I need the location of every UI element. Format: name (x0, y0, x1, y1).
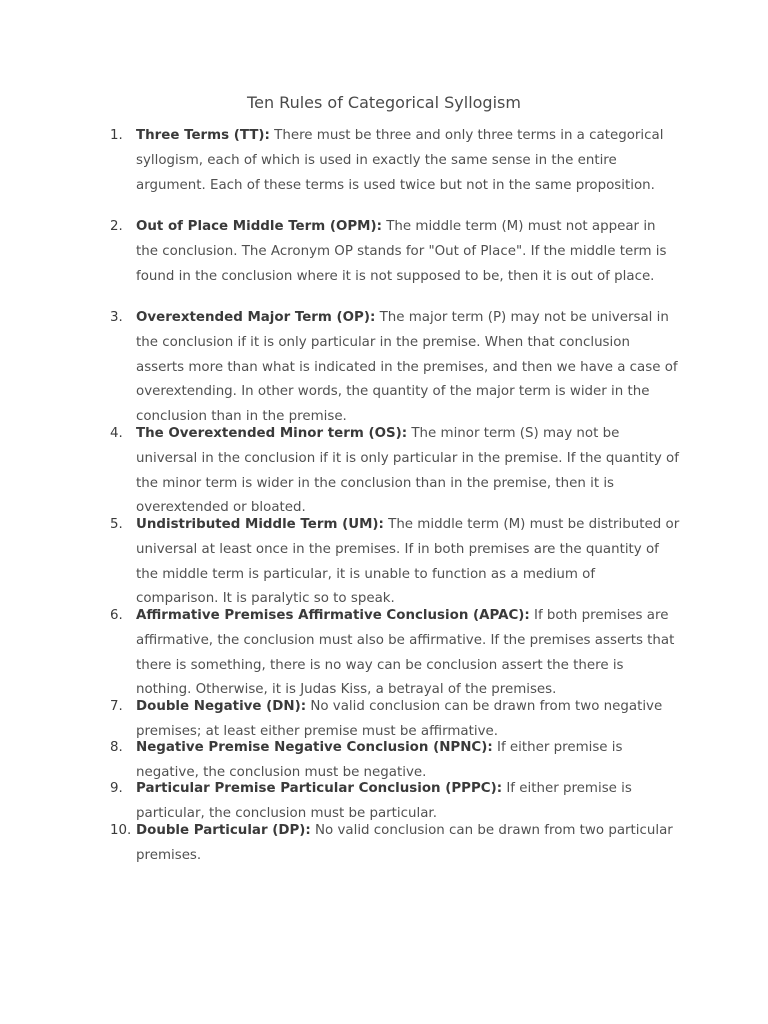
rule-body (136, 604, 681, 703)
rule-text: There must be three and only three terms in a categorical syllogism, each of which is used in exactly the same sense in the entire argument. Each of these terms is used twice but not in the same proposition. (136, 128, 664, 193)
rule-number: 4. (110, 426, 123, 441)
rule-body (136, 422, 681, 521)
rule-text: The middle term (M) must not appear in the conclusion. The Acronym OP stands for "Out of Place". If the middle term is found in the conclusion where it is not supposed to be, then it is out of place. (136, 219, 667, 284)
rule-number: 1. (110, 128, 123, 143)
rule-term: Out of Place Middle Term (OPM): (136, 219, 382, 234)
rule-body (136, 306, 681, 430)
rule-body (136, 215, 681, 289)
rule-text: No valid conclusion can be drawn from two particular premises. (136, 823, 673, 863)
rule-text: If either premise is particular, the conclusion must be particular. (136, 781, 632, 821)
rule-number: 8. (110, 740, 123, 755)
rule-text: No valid conclusion can be drawn from two negative premises; at least either premise must be affirmative. (136, 699, 663, 739)
rule-term: Affirmative Premises Affirmative Conclusion (APAC): (136, 608, 530, 623)
rule-body (136, 124, 681, 198)
rule-body (136, 513, 681, 612)
rule-term: Particular Premise Particular Conclusion (PPPC): (136, 781, 503, 796)
rule-text: The minor term (S) may not be universal in the conclusion if it is only particular in the premise. If the quantity of the minor term is wider in the conclusion than in the premise, then it is overextended or bloated. (136, 426, 679, 516)
rule-number: 2. (110, 219, 123, 234)
rule-number: 7. (110, 699, 123, 714)
rule-number: 6. (110, 608, 123, 623)
rule-term: Undistributed Middle Term (UM): (136, 517, 384, 532)
rule-number: 3. (110, 310, 123, 325)
rule-text: If either premise is negative, the conclusion must be negative. (136, 740, 623, 780)
page-title: Ten Rules of Categorical Syllogism (247, 93, 521, 112)
rule-term: Double Negative (DN): (136, 699, 307, 714)
rule-number: 10. (110, 823, 132, 838)
rule-body (136, 819, 681, 869)
rule-term: Overextended Major Term (OP): (136, 310, 376, 325)
rule-number: 5. (110, 517, 123, 532)
rule-number: 9. (110, 781, 123, 796)
rule-term: Three Terms (TT): (136, 128, 270, 143)
rule-text: The major term (P) may not be universal in the conclusion if it is only particular in the premise. When that conclusion asserts more than what is indicated in the premises, and then we have a case of overextending. In other words, the quantity of the major term is wider in the conclusion than in the premise. (136, 310, 678, 425)
rule-term: Negative Premise Negative Conclusion (NPNC): (136, 740, 493, 755)
rule-term: Double Particular (DP): (136, 823, 311, 838)
rule-text: If both premises are affirmative, the conclusion must also be affirmative. If the premises asserts that there is something, there is no way can be conclusion assert the there is nothing. Otherwise, it is Judas Kiss, a betrayal of the premises. (136, 608, 675, 698)
rule-text: The middle term (M) must be distributed or universal at least once in the premises. If in both premises are the quantity of the middle term is particular, it is unable to function as a medium of comparison. It is paralytic so to speak. (136, 517, 680, 607)
rule-term: The Overextended Minor term (OS): (136, 426, 408, 441)
